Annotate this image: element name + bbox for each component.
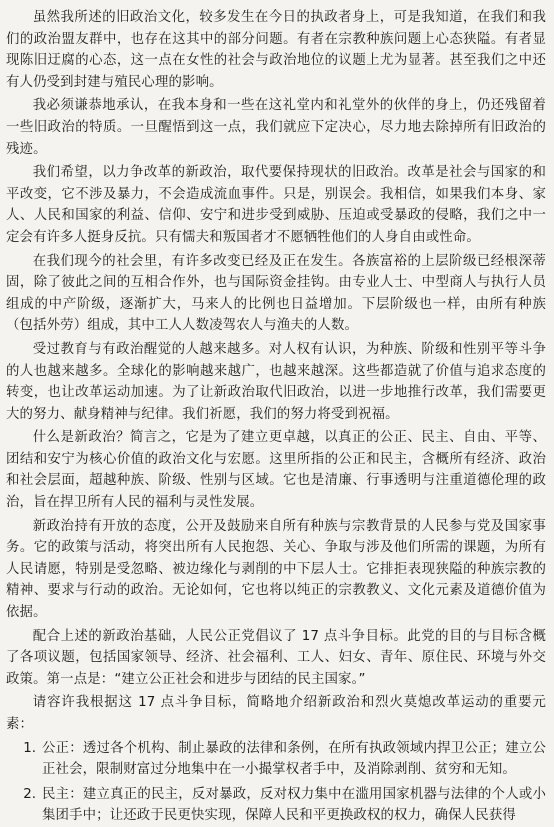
list-text: 民主：建立真正的民主，反对暴政，反对权力集中在滥用国家机器与法律的个人或小集团手中；让还政于民更快实现，保障人民和平更换政权的权力，确保人民获得	[42, 786, 546, 824]
paragraph-9: 请容许我根据这 17 点斗争目标，简略地介绍新政治和烈火莫熄改革运动的重要元素：	[6, 695, 546, 732]
list-number: 1.	[23, 740, 36, 756]
paragraph-5: 受过教育与有政治醒觉的人越来越多。对人权有认识，为种族、阶级和性别平等斗争的人也越来越多。全球化的影响越来越广，也越来越深。这些都造就了价值与追求态度的转变，也让改革运动加速。为了让新政治取代旧政治，以进一步地推行改革，我们需要更大的努力、献身精神与纪律。我们祈愿，我们的努力将受到祝福。	[6, 341, 546, 422]
paragraph-8: 配合上述的新政治基础，人民公正党倡议了 17 点斗争目标。此党的目的与目标含概了各项议题，包括国家领导、经济、社会福利、工人、妇女、青年、原住民、环境与外交政策。第一点是：“建立公正社会和进步与团结的民主国家。”	[6, 628, 546, 687]
paragraph-3: 我们希望，以力争改革的新政治，取代要保持现状的旧政治。改革是社会与国家的和平改变，它不涉及暴力，不会造成流血事件。只是，别误会。我相信，如果我们本身、家人、人民和国家的利益、信仰、安宁和进步受到威胁、压迫或受暴政的侵略，我们之中一定会有许多人挺身反抗。只有懦夫和叛国者才不愿牺牲他们的人身自由或性命。	[6, 165, 546, 245]
list-item	[6, 738, 546, 781]
list-text: 公正：透过各个机构、制止暴政的法律和条例，在所有执政领域内捍卫公正；建立公正社会，限制财富过分地集中在一小撮掌权者手中，及消除剥削、贫穷和无知。	[42, 740, 546, 778]
numbered-list	[6, 738, 546, 827]
paragraph-4: 在我们现今的社会里，有许多改变已经及正在发生。各族富裕的上层阶级已经根深蒂固，除了彼此之间的互相合作外，也与国际资金挂钩。由专业人士、中型商人与执行人员组成的中产阶级，逐渐扩大，马来人的比例也日益增加。下层阶级也一样，由所有种族（包括外劳）组成，其中工人人数凌驾农人与渔夫的人数。	[6, 253, 546, 334]
paragraph-6: 什么是新政治？简言之，它是为了建立更卓越，以真正的公正、民主、自由、平等、团结和安宁为核心价值的政治文化与宏愿。这里所指的公正和民主，含概所有经济、政治和社会层面，超越种族、阶级、性别与区域。它也是清廉、行事透明与注重道德伦理的政治，旨在捍卫所有人民的福利与灵性发展。	[6, 430, 546, 511]
paragraph-2: 我必须谦恭地承认，在我本身和一些在这礼堂内和礼堂外的伙伴的身上，仍还残留着一些旧政治的特质。一旦醒悟到这一点，我们就应下定决心，尽力地去除掉所有旧政治的残迹。	[6, 98, 546, 157]
paragraph-7: 新政治持有开放的态度，公开及鼓励来自所有种族与宗教背景的人民参与党及国家事务。它的政策与活动，将突出所有人民抱怨、关心、争取与涉及他们所需的课题，为所有人民请愿，特别是受忽略、被边缘化与剥削的中下层人士。它排拒表现狭隘的种族宗教的精神、要求与行动的政治。无论如何，它也将以纯正的宗教教义、文化元素及道德价值为依据。	[6, 518, 546, 621]
list-item	[6, 784, 546, 827]
paragraph-1: 虽然我所述的旧政治文化，较多发生在今日的执政者身上，可是我知道，在我们和我们的政治盟友群中，也存在这其中的部分问题。有者在宗教种族问题上心态狭隘。有者显现陈旧迂腐的心态，这一点在女性的社会与政治地位的议题上尤为显著。甚至我们之中还有人仍受到封建与殖民心理的影响。	[6, 10, 546, 90]
list-number: 2.	[23, 786, 36, 802]
